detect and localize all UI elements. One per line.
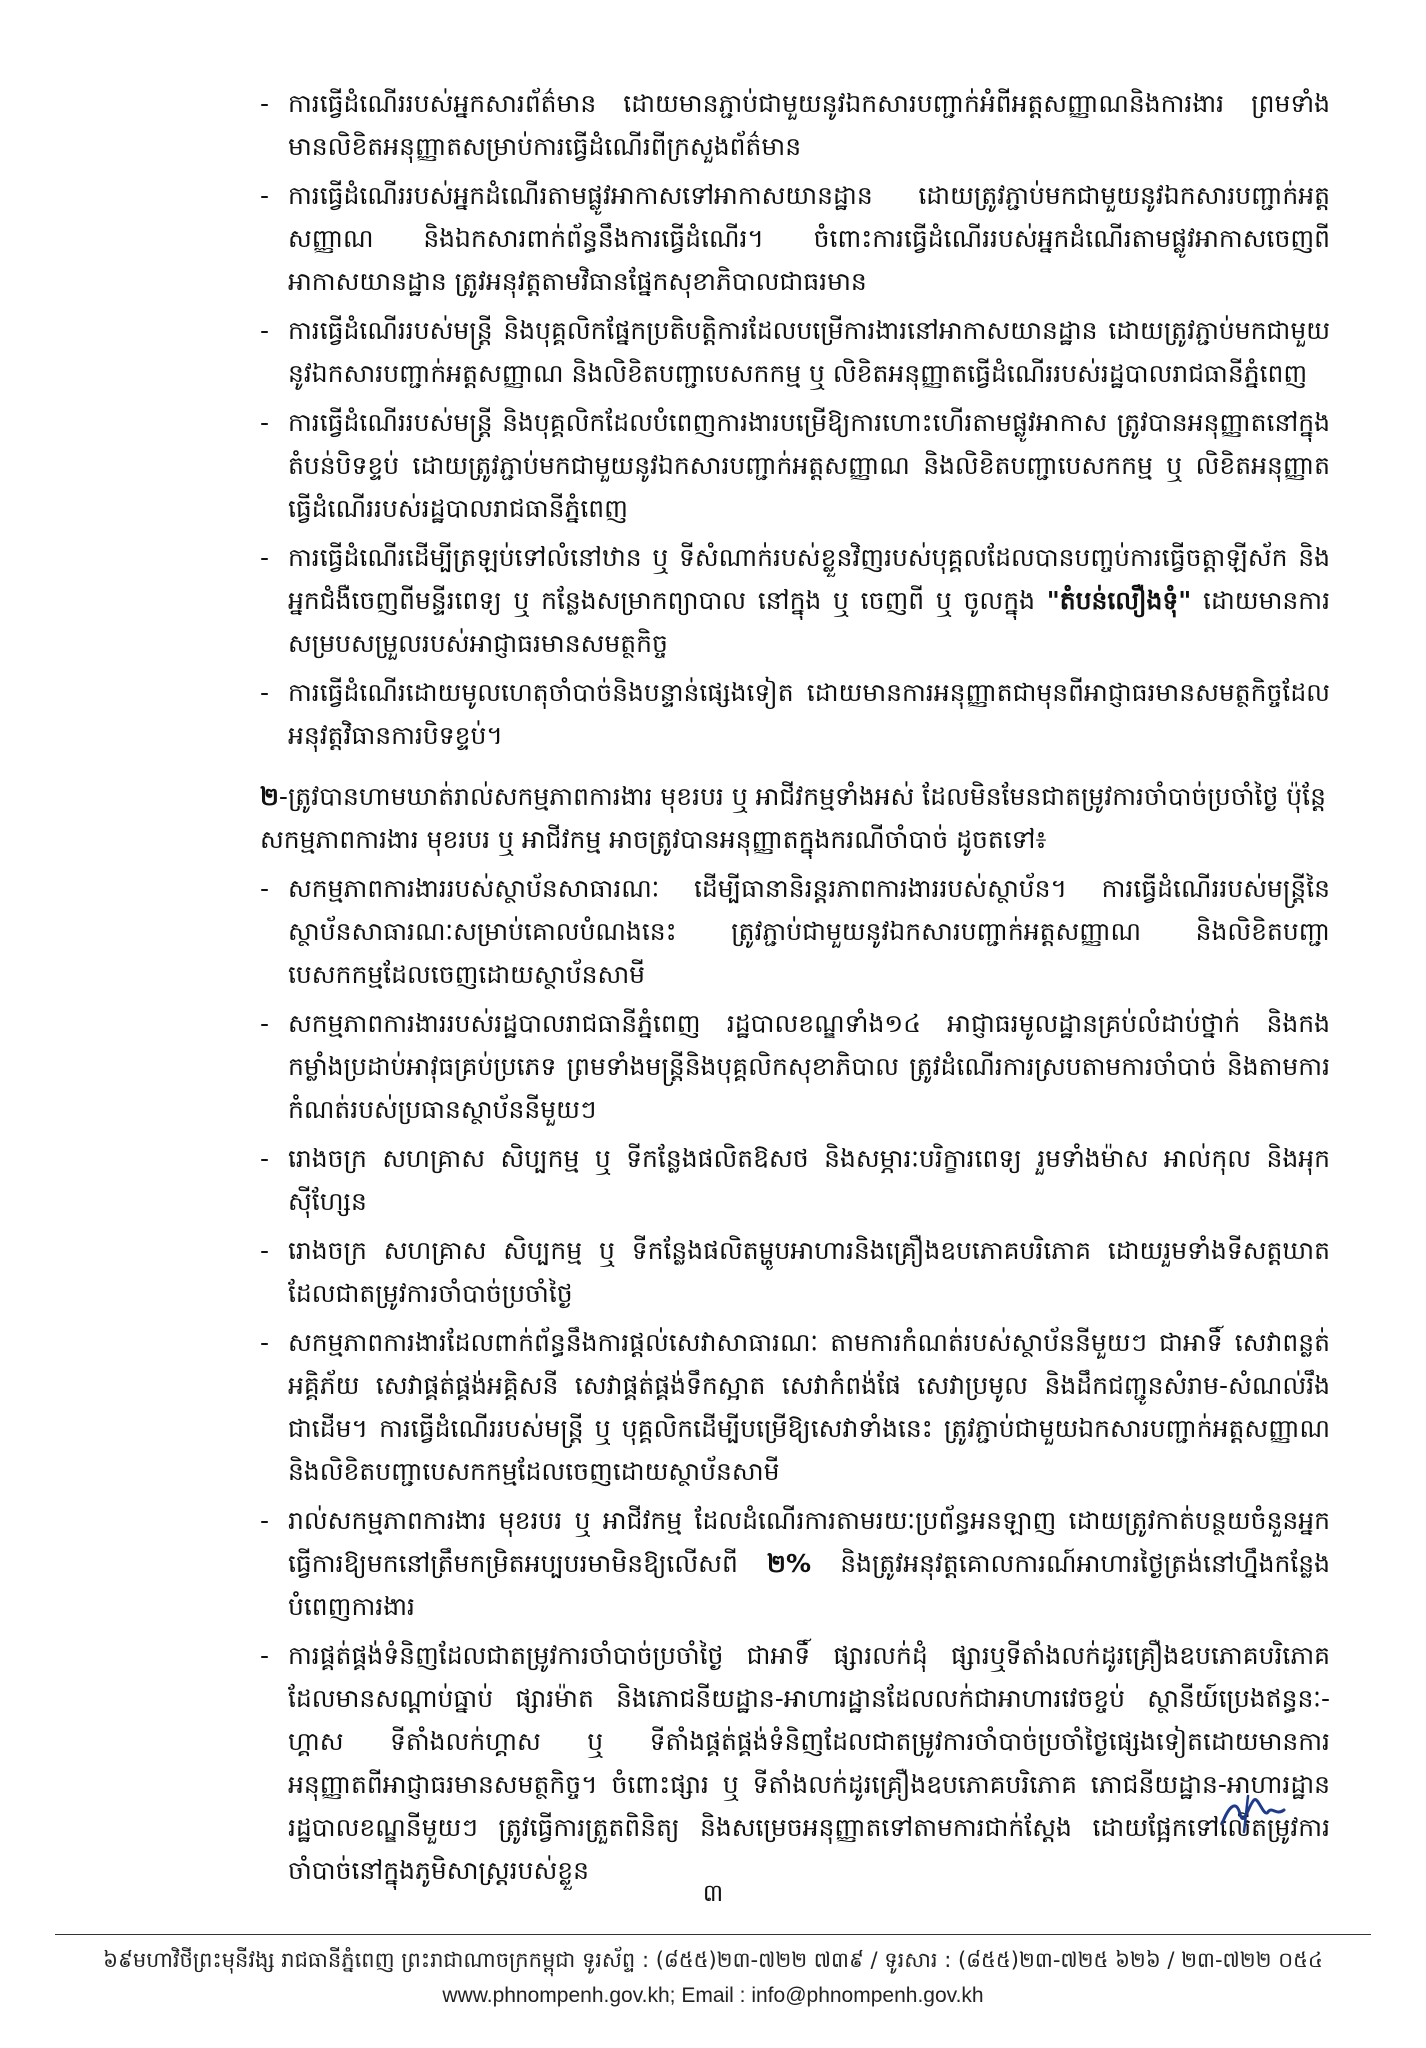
item-text: ការធ្វើដំណើរដោយមូលហេតុចាំបាច់និងបន្ទាន់ផ្សេងទៀត ដោយមានការអនុញ្ញាតជាមុនពីអាជ្ញាធរមានសមត្ថកិច្ចដែលអនុវត្តវិធានការបិទខ្ទប់។: [288, 678, 1330, 750]
bullet-dash: -: [260, 1009, 270, 1038]
hot-zone-term: "តំបន់លឿងទុំ": [1046, 586, 1192, 615]
item-text: ការធ្វើដំណើររបស់អ្នកដំណើរតាមផ្លូវអាកាសទៅអាកាសយានដ្ឋាន ដោយត្រូវភ្ជាប់មកជាមួយនូវឯកសារបញ្ជាក់អត្តសញ្ញាណ និងឯកសារពាក់ព័ន្ធនឹងការធ្វើដំណើរ។ ចំពោះការធ្វើដំណើររបស់អ្នកដំណើរតាមផ្លូវអាកាសចេញពីអាកាសយានដ្ឋាន ត្រូវអនុវត្តតាមវិធានផ្នែកសុខាភិបាលជាធរមាន: [288, 181, 1330, 296]
bullet-dash: -: [260, 181, 270, 210]
item-text: រាល់សកម្មភាពការងារ មុខរបរ ឬ អាជីវកម្ម ដែលដំណើរការតាមរយៈប្រព័ន្ធអនឡាញ ដោយត្រូវកាត់បន្ថយចំនួនអ្នកធ្វើការឱ្យមកនៅត្រឹមកម្រិតអប្បបរមាមិនឱ្យលើសពី: [288, 1506, 1330, 1578]
list-item: [260, 1499, 1330, 1628]
bullet-dash: -: [260, 316, 270, 345]
section-heading: [260, 775, 1330, 861]
list-item: [260, 1321, 1330, 1493]
item-text: ដោយមានការសម្របសម្រួលរបស់អាជ្ញាធរមានសមត្ថកិច្ច: [288, 586, 1331, 658]
bullet-dash: -: [260, 543, 270, 572]
footer-divider: [55, 1934, 1371, 1935]
list-item: [260, 1634, 1330, 1892]
percent-value: ២%: [767, 1549, 812, 1578]
item-text: ការធ្វើដំណើរដើម្បីត្រឡប់ទៅលំនៅឋាន ឬ ទីសំណាក់របស់ខ្លួនវិញរបស់បុគ្គលដែលបានបញ្ចប់ការធ្វើចត្តាឡីស័ក និងអ្នកជំងឺចេញពីមន្ទីរពេទ្យ ឬ កន្លែងសម្រាកព្យាបាល នៅក្នុង ឬ ចេញពី ឬ ចូលក្នុង: [288, 543, 1330, 615]
bullet-dash: -: [260, 1641, 270, 1670]
list-item: [260, 82, 1330, 168]
page-number: ៣: [702, 1879, 724, 1907]
item-text: ការធ្វើដំណើររបស់មន្ត្រី និងបុគ្គលិកផ្នែកប្រតិបត្តិការដែលបម្រើការងារនៅអាកាសយានដ្ឋាន ដោយត្រូវភ្ជាប់មកជាមួយនូវឯកសារបញ្ជាក់អត្តសញ្ញាណ និងលិខិតបញ្ជាបេសកកម្ម ឬ លិខិតអនុញ្ញាតធ្វើដំណើររបស់រដ្ឋបាលរាជធានីភ្នំពេញ: [288, 316, 1330, 388]
item-text: ការផ្គត់ផ្គង់ទំនិញដែលជាតម្រូវការចាំបាច់ប្រចាំថ្ងៃ ជាអាទិ៍ ផ្សារលក់ដុំ ផ្សារឬទីតាំងលក់ដូរគ្រឿងឧបភោគបរិភោគដែលមានសណ្ដាប់ធ្នាប់ ផ្សារម៉ាត និងភោជនីយដ្ឋាន-អាហារដ្ឋានដែលលក់ជាអាហារវេចខ្ចប់ ស្ថានីយ៍ប្រេងឥន្ធនៈ-ហ្គាស ទីតាំងលក់ហ្គាស ឬ ទីតាំងផ្គត់ផ្គង់ទំនិញដែលជាតម្រូវការចាំបាច់ប្រចាំថ្ងៃផ្សេងទៀតដោយមានការអនុញ្ញាតពីអាជ្ញាធរមានសមត្ថកិច្ច។ ចំពោះផ្សារ ឬ ទីតាំងលក់ដូរគ្រឿងឧបភោគបរិភោគ ភោជនីយដ្ឋាន-អាហារដ្ឋាន រដ្ឋបាលខណ្ឌនីមួយៗ ត្រូវធ្វើការត្រួតពិនិត្យ និងសម្រេចអនុញ្ញាតទៅតាមការជាក់ស្ដែង ដោយផ្អែកទៅលើតម្រូវការចាំបាច់នៅក្នុងភូមិសាស្ត្ររបស់ខ្លួន: [288, 1641, 1330, 1885]
item-text: រោងចក្រ សហគ្រាស សិប្បកម្ម ឬ ទីកន្លែងផលិតម្ហូបអាហារនិងគ្រឿងឧបភោគបរិភោគ ដោយរួមទាំងទីសត្តឃាត ដែលជាតម្រូវការចាំបាច់ប្រចាំថ្ងៃ: [288, 1236, 1330, 1308]
item-text: សកម្មភាពការងាររបស់រដ្ឋបាលរាជធានីភ្នំពេញ រដ្ឋបាលខណ្ឌទាំង១៤ អាជ្ញាធរមូលដ្ឋានគ្រប់លំដាប់ថ្នាក់ និងកងកម្លាំងប្រដាប់អាវុធគ្រប់ប្រភេទ ព្រមទាំងមន្ត្រីនិងបុគ្គលិកសុខាភិបាល ត្រូវដំណើរការស្របតាមការចាំបាច់ និងតាមការកំណត់របស់ប្រធានស្ថាប័ននីមួយៗ: [288, 1009, 1330, 1124]
list-item: [260, 536, 1330, 665]
list-item: [260, 1229, 1330, 1315]
item-text: ការធ្វើដំណើររបស់មន្ត្រី និងបុគ្គលិកដែលបំពេញការងារបម្រើឱ្យការហោះហើរតាមផ្លូវអាកាស ត្រូវបានអនុញ្ញាតនៅក្នុងតំបន់បិទខ្ទប់ ដោយត្រូវភ្ជាប់មកជាមួយនូវឯកសារបញ្ជាក់អត្តសញ្ញាណ និងលិខិតបញ្ជាបេសកកម្ម ឬ លិខិតអនុញ្ញាតធ្វើដំណើររបស់រដ្ឋបាលរាជធានីភ្នំពេញ: [288, 408, 1330, 523]
bullet-dash: -: [260, 678, 270, 707]
list-item: [260, 401, 1330, 530]
list-item: [260, 309, 1330, 395]
bullet-dash: -: [260, 1144, 270, 1173]
list-item: [260, 671, 1330, 757]
footer-address: ៦៩មហាវិថីព្រះមុនីវង្ស រាជធានីភ្នំពេញ ព្រះរាជាណាចក្រកម្ពុជា ទូរស័ព្ទ : (៨៥៥)២៣-៧២២ ៧៣៩ / ទូរសារ : (៨៥៥)២៣-៧២៥ ៦២៦ / ២៣-៧២២ ០៥៤: [103, 1948, 1323, 1972]
footer-contact: www.phnompenh.gov.kh; Email : info@phnompenh.gov.kh: [442, 1984, 984, 2007]
item-text: សកម្មភាពការងារដែលពាក់ព័ន្ធនឹងការផ្ដល់សេវាសាធារណៈ តាមការកំណត់របស់ស្ថាប័ននីមួយៗ ជាអាទិ៍ សេវាពន្លត់អគ្គិភ័យ សេវាផ្គត់ផ្គង់អគ្គិសនី សេវាផ្គត់ផ្គង់ទឹកស្អាត សេវាកំពង់ផែ សេវាប្រមូល និងដឹកជញ្ជូនសំរាម-សំណល់រឹង ជាដើម។ ការធ្វើដំណើររបស់មន្ត្រី ឬ បុគ្គលិកដើម្បីបម្រើឱ្យសេវាទាំងនេះ ត្រូវភ្ជាប់ជាមួយឯកសារបញ្ជាក់អត្តសញ្ញាណ និងលិខិតបញ្ជាបេសកកម្មដែលចេញដោយស្ថាប័នសាមី: [288, 1328, 1330, 1486]
section-number: ២: [260, 782, 279, 811]
list-item: [260, 1002, 1330, 1131]
item-text: ការធ្វើដំណើររបស់អ្នកសារព័ត៌មាន ដោយមានភ្ជាប់ជាមួយនូវឯកសារបញ្ជាក់អំពីអត្តសញ្ញាណនិងការងារ ព្រមទាំងមានលិខិតអនុញ្ញាតសម្រាប់ការធ្វើដំណើរពីក្រសួងព័ត៌មាន: [288, 89, 1330, 161]
bullet-dash: -: [260, 1506, 270, 1535]
item-text: រោងចក្រ សហគ្រាស សិប្បកម្ម ឬ ទីកន្លែងផលិតឱសថ និងសម្ភារៈបរិក្ខារពេទ្យ រួមទាំងម៉ាស អាល់កុល និងអុកស៊ីហ្សែន: [288, 1144, 1330, 1216]
bullet-dash: -: [260, 408, 270, 437]
item-text: និងត្រូវអនុវត្តគោលការណ៍អាហារថ្ងៃត្រង់នៅហ្នឹងកន្លែងបំពេញការងារ: [288, 1549, 1330, 1621]
document-body: [260, 82, 1330, 1898]
section-text: -ត្រូវបានហាមឃាត់រាល់សកម្មភាពការងារ មុខរបរ ឬ អាជីវកម្មទាំងអស់ ដែលមិនមែនជាតម្រូវការចាំបាច់ប្រចាំថ្ងៃ ប៉ុន្តែ សកម្មភាពការងារ មុខរបរ ឬ អាជីវកម្ម អាចត្រូវបានអនុញ្ញាតក្នុងករណីចាំបាច់ ដូចតទៅ៖: [260, 782, 1326, 854]
initial-signature: [1218, 1788, 1288, 1836]
item-text: សកម្មភាពការងាររបស់ស្ថាប័នសាធារណៈ ដើម្បីធានានិរន្តរភាពការងាររបស់ស្ថាប័ន។ ការធ្វើដំណើររបស់មន្ត្រីនៃស្ថាប័នសាធារណៈសម្រាប់គោលបំណងនេះ ត្រូវភ្ជាប់ជាមួយនូវឯកសារបញ្ជាក់អត្តសញ្ញាណ និងលិខិតបញ្ជាបេសកកម្មដែលចេញដោយស្ថាប័នសាមី: [288, 874, 1330, 989]
bullet-dash: -: [260, 1236, 270, 1265]
bullet-dash: -: [260, 874, 270, 903]
list-item: [260, 174, 1330, 303]
list-item: [260, 1137, 1330, 1223]
bullet-dash: -: [260, 1328, 270, 1357]
bullet-dash: -: [260, 89, 270, 118]
list-item: [260, 867, 1330, 996]
